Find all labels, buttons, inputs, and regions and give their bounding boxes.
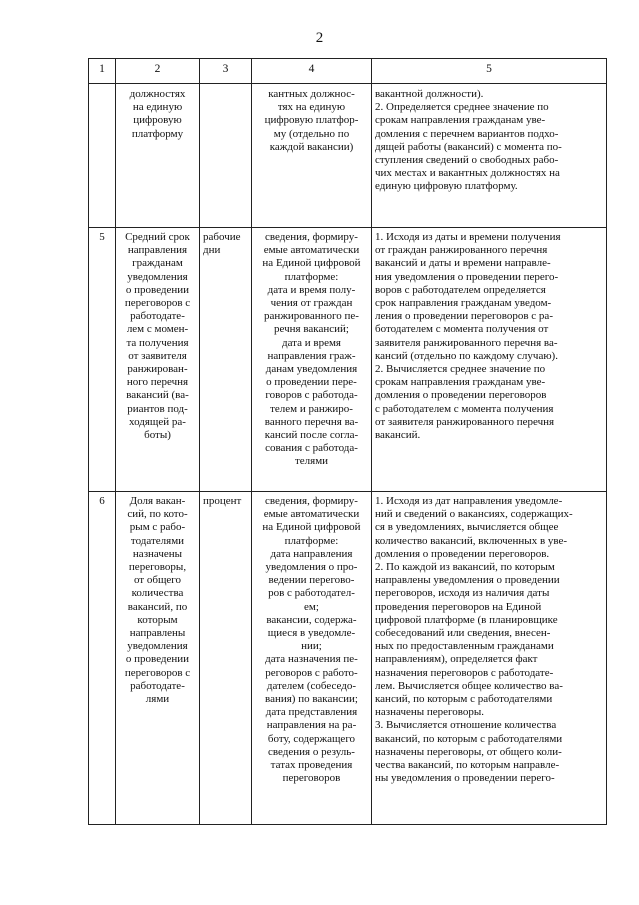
cell-text-line: вакансий, по <box>127 600 188 613</box>
cell-text-line: цифровой платформе (в планировщике <box>375 613 558 626</box>
cell-text-line: чих местах и вакантных должностях на <box>375 167 560 180</box>
source-cell <box>252 228 372 492</box>
cell-text-line: чества вакансий, по которым направле- <box>375 759 560 772</box>
cell-text-line: 1. Исходя из дат направления уведомле- <box>375 495 563 507</box>
cell-text-line: риантов под- <box>127 402 188 415</box>
cell-text-line: единую цифровую платформу. <box>375 180 518 193</box>
cell-text-line: уведомления <box>127 270 188 283</box>
method-cell <box>372 492 607 825</box>
cell-text-line: дящей работы (вакансий) с момента по- <box>375 140 562 153</box>
row-number <box>89 84 116 228</box>
cell-text-line: ния уведомления о проведении перего- <box>375 270 559 283</box>
unit-cell <box>200 492 252 825</box>
cell-text-line: рым с рабо- <box>129 521 186 534</box>
cell-text-line: дата и время полу- <box>267 283 356 296</box>
cell-text-line: назначения переговоров с работодате- <box>375 666 554 679</box>
cell-text-line: о проведении пере- <box>266 376 357 389</box>
row-number: 5 <box>89 228 116 492</box>
cell-text-line: ров с работодател- <box>268 587 355 600</box>
cell-text-line: должностях <box>129 88 186 100</box>
cell-text-line: назначены <box>132 547 183 560</box>
cell-text-line: говоров с работода- <box>265 389 358 402</box>
column-header-2: 2 <box>116 59 200 84</box>
cell-text-line: кансий после согла- <box>264 429 359 442</box>
cell-text-line: срок направления гражданам уведом- <box>375 297 552 310</box>
cell-text-line: ем; <box>304 600 319 613</box>
cell-text-line: цифровую <box>133 114 182 127</box>
cell-text-line: дни <box>203 244 221 257</box>
cell-text-line: от заявителя ранжированного перечня <box>375 415 555 428</box>
cell-text-line: гражданам <box>132 257 183 270</box>
cell-text-line: щиеся в уведомле- <box>267 627 356 640</box>
cell-text-line: ходящей ра- <box>129 415 186 428</box>
cell-text-line: воров с работодателем определяется <box>375 283 546 296</box>
cell-text-line: боты) <box>144 429 171 442</box>
column-header-1: 1 <box>89 59 116 84</box>
cell-text-line: ний и сведений о вакансиях, содержащих- <box>375 508 573 521</box>
indicator-name-cell <box>116 228 200 492</box>
cell-text-line: о проведении <box>125 283 190 296</box>
table-row <box>89 84 607 228</box>
cell-text-line: собеседований или сведения, внесен- <box>375 627 551 640</box>
cell-text-line: емые автоматически <box>263 508 360 521</box>
cell-text-line: татах проведения <box>270 759 353 772</box>
cell-text-line: о проведении <box>125 653 190 666</box>
cell-text-line: лем с момен- <box>126 323 189 336</box>
cell-text-line: переговоров с <box>124 666 191 679</box>
cell-text-line: каждой вакансии) <box>269 140 354 153</box>
source-cell <box>252 492 372 825</box>
cell-text-line: работодате- <box>130 310 185 323</box>
cell-text-line: с работодателем с момента получения <box>375 402 554 415</box>
cell-text-line: сведения о резуль- <box>268 745 355 758</box>
cell-text-line: кансий (отдельно по каждому случаю). <box>375 349 558 362</box>
cell-text-line: заявителя ранжированного перечня ва- <box>375 336 558 349</box>
cell-text-line: вакансий. <box>375 429 421 442</box>
cell-text-line: боту, содержащего <box>267 732 356 745</box>
cell-text-line: реговоров с работо- <box>265 666 358 679</box>
cell-text-line: ления о проведении переговоров с ра- <box>375 310 553 323</box>
cell-text-line: ного перечня <box>126 376 189 389</box>
cell-text-line: проведения переговоров на Единой <box>375 600 542 613</box>
cell-text-line: платформе: <box>284 534 339 547</box>
cell-text-line: переговоров с <box>124 297 191 310</box>
cell-text-line: вакансии, содержа- <box>266 613 357 626</box>
cell-text-line: от граждан ранжированного перечня <box>375 244 548 257</box>
cell-text-line: ся в уведомлениях, вычисляется общее <box>375 521 559 534</box>
cell-text-line: 2. Определяется среднее значение по <box>375 101 549 114</box>
cell-text-line: на Единой цифровой <box>262 521 361 534</box>
cell-text-line: направления на ра- <box>266 719 357 732</box>
cell-text-line: Доля вакан- <box>129 495 186 507</box>
cell-text-line: кантных должнос- <box>268 88 355 100</box>
table-row <box>89 228 607 492</box>
cell-text-line: вания) по вакансии; <box>265 693 358 706</box>
cell-text-line: направлены уведомления о проведении <box>375 574 560 587</box>
cell-text-line: ведении перегово- <box>268 574 355 587</box>
cell-text-line: данам уведомления <box>265 363 358 376</box>
cell-text-line: речня вакансий; <box>274 323 349 336</box>
cell-text-line: ступления сведений о свободных рабо- <box>375 154 559 167</box>
cell-text-line: ботодателем с момента получения от <box>375 323 549 336</box>
table-header-row <box>89 59 607 84</box>
cell-text-line: телем и ранжиро- <box>270 402 353 415</box>
cell-text-line: количество вакансий, включенных в уве- <box>375 534 568 547</box>
cell-text-line: сий, по кото- <box>127 508 188 521</box>
cell-text-line: ванного перечня ва- <box>264 415 359 428</box>
cell-text-line: платформе: <box>284 270 339 283</box>
cell-text-line: сведения, формиру- <box>265 231 358 243</box>
cell-text-line: назначены переговоры, от общего коли- <box>375 745 562 758</box>
cell-text-line: домления с перечнем вариантов подхо- <box>375 127 559 140</box>
cell-text-line: направления <box>127 244 188 257</box>
cell-text-line: 1. Исходя из даты и времени получения <box>375 231 561 243</box>
cell-text-line: 3. Вычисляется отношение количества <box>375 719 557 732</box>
cell-text-line: рабочие <box>203 231 241 243</box>
table-row <box>89 492 607 825</box>
cell-text-line: дата направления <box>270 547 353 560</box>
cell-text-line: лями <box>145 693 170 706</box>
cell-text-line: чения от граждан <box>270 297 353 310</box>
cell-text-line: кансий, по которым с работодателями <box>375 693 553 706</box>
cell-text-line: переговоры, <box>128 561 187 574</box>
cell-text-line: сведения, формиру- <box>265 495 358 507</box>
unit-cell <box>200 84 252 228</box>
cell-text-line: от общего <box>133 574 182 587</box>
column-header-5: 5 <box>372 59 607 84</box>
cell-text-line: которым <box>137 613 178 626</box>
source-cell <box>252 84 372 228</box>
column-header-3: 3 <box>200 59 252 84</box>
cell-text-line: переговоров <box>282 772 341 785</box>
cell-text-line: направления граж- <box>267 349 356 362</box>
cell-text-line: работодате- <box>130 679 185 692</box>
indicator-name-cell <box>116 84 200 228</box>
cell-text-line: переговоров, исходя из наличия даты <box>375 587 550 600</box>
cell-text-line: домления о проведении переговоров <box>375 389 547 402</box>
cell-text-line: количества <box>131 587 184 600</box>
cell-text-line: дателем (собеседо- <box>266 679 357 692</box>
cell-text-line: Средний срок <box>125 231 190 243</box>
cell-text-line: 2. Вычисляется среднее значение по <box>375 363 546 376</box>
cell-text-line: вакансий, по которым с работодателями <box>375 732 563 745</box>
cell-text-line: срокам направления гражданам уве- <box>375 114 546 127</box>
method-cell <box>372 84 607 228</box>
cell-text-line: ранжирован- <box>127 363 188 376</box>
cell-text-line: от заявителя <box>128 349 187 362</box>
page-number: 2 <box>315 30 324 46</box>
cell-text-line: 2. По каждой из вакансий, по которым <box>375 561 555 574</box>
cell-text-line: дата назначения пе- <box>265 653 358 666</box>
cell-text-line: вакансий (ва- <box>126 389 189 402</box>
cell-text-line: цифровую платфор- <box>264 114 359 127</box>
cell-text-line: лем. Вычисляется общее количество ва- <box>375 679 563 692</box>
cell-text-line: телями <box>294 455 329 468</box>
cell-text-line: платформу <box>131 127 184 140</box>
cell-text-line: сования с работода- <box>265 442 358 455</box>
cell-text-line: вакантной должности). <box>375 88 484 100</box>
indicator-name-cell <box>116 492 200 825</box>
cell-text-line: направлениям), определяется факт <box>375 653 538 666</box>
cell-text-line: на единую <box>132 101 183 114</box>
cell-text-line: дата и время <box>281 336 341 349</box>
cell-text-line: направлены <box>129 627 186 640</box>
cell-text-line: на Единой цифровой <box>262 257 361 270</box>
cell-text-line: нии; <box>301 640 322 653</box>
cell-text-line: процент <box>203 495 242 507</box>
cell-text-line: домления о проведении переговоров. <box>375 547 550 560</box>
cell-text-line: ранжированного пе- <box>264 310 359 323</box>
cell-text-line: дата представления <box>265 706 358 719</box>
cell-text-line: уведомления о про- <box>265 561 358 574</box>
cell-text-line: емые автоматически <box>263 244 360 257</box>
column-header-4: 4 <box>252 59 372 84</box>
cell-text-line: тодателями <box>130 534 185 547</box>
method-cell <box>372 228 607 492</box>
unit-cell <box>200 228 252 492</box>
cell-text-line: вакансий и даты и времени направле- <box>375 257 551 270</box>
cell-text-line: тях на единую <box>277 101 346 114</box>
cell-text-line: уведомления <box>127 640 188 653</box>
cell-text-line: та получения <box>126 336 189 349</box>
cell-text-line: ных по предоставленным гражданами <box>375 640 554 653</box>
row-number: 6 <box>89 492 116 825</box>
cell-text-line: ны уведомления о проведении перего- <box>375 772 555 785</box>
cell-text-line: му (отдельно по <box>273 127 350 140</box>
cell-text-line: срокам направления гражданам уве- <box>375 376 546 389</box>
cell-text-line: назначены переговоры. <box>375 706 485 719</box>
indicator-table <box>88 58 607 825</box>
